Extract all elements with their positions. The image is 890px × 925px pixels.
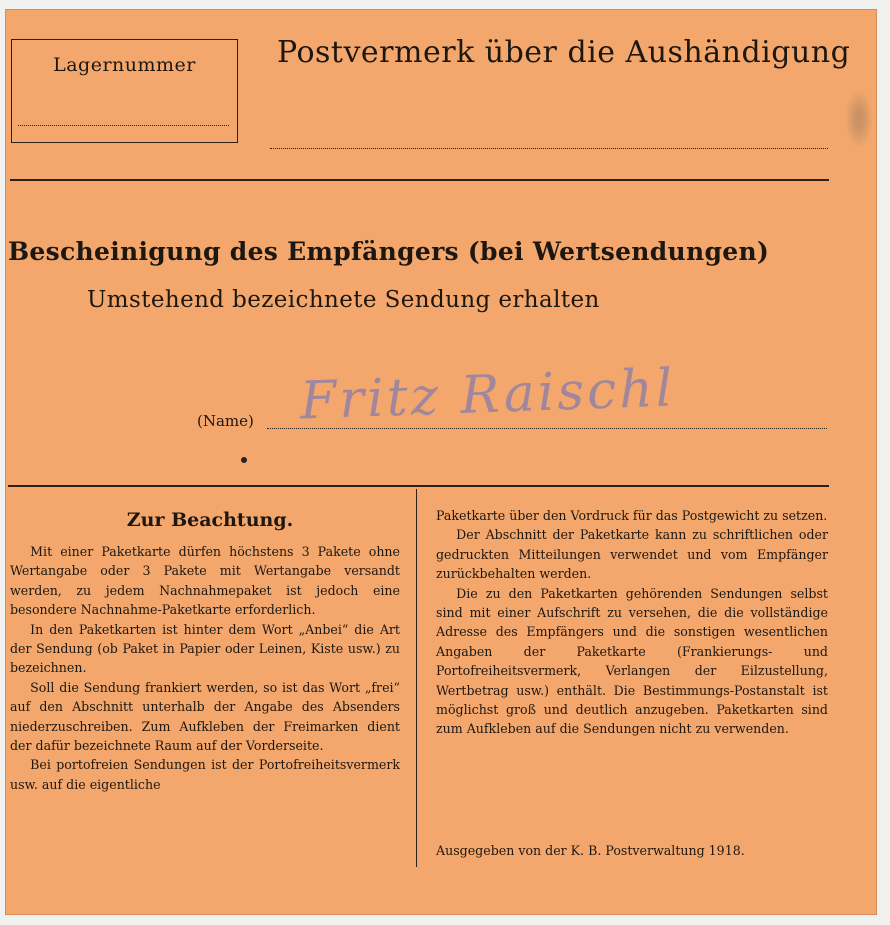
beachtung-heading: Zur Beachtung. xyxy=(126,509,294,531)
postvermerk-line xyxy=(270,148,828,149)
bescheinigung-title: Bescheinigung des Empfängers (bei Wertsendungen) xyxy=(8,237,770,266)
instructions-left-column xyxy=(10,542,400,794)
instruction-paragraph: Soll die Sendung frankiert werden, so ist das Wort „frei“ auf den Abschnitt unterhalb der Angabe des Absenders niederzuschreiben. Zum Aufkleben der Freimarken dient der dafür bezeichnete Raum auf der Vorderseite. xyxy=(10,679,400,754)
lagernummer-line xyxy=(18,125,229,126)
handwritten-signature: Fritz Raischl xyxy=(299,358,677,432)
instruction-paragraph: In den Paketkarten ist hinter dem Wort „Anbei“ die Art der Sendung (ob Paket in Papier oder Leinen, Kiste usw.) zu bezeichnen. xyxy=(10,621,400,676)
lagernummer-box xyxy=(11,39,238,143)
instruction-paragraph: Die zu den Paketkarten gehörenden Sendungen selbst sind mit einer Aufschrift zu versehen, die die vollständige Adresse des Empfängers und die sonstigen wesentlichen Angaben der Paketkarte (Frankierungs- und Portofreiheitsvermerk, Verlangen der Eilzustellung, Wertbetrag usw.) enthält. Die Bestimmungs-Postanstalt ist möglichst groß und deutlich anzugeben. Paketkarten sind zum Aufkleben auf die Sendungen nicht zu verwenden. xyxy=(436,585,828,737)
postvermerk-title: Postvermerk über die Aushändigung xyxy=(277,35,851,70)
instruction-paragraph: Der Abschnitt der Paketkarte kann zu schriftlichen oder gedruckten Mitteilungen verwendet und vom Empfänger zurückbehalten werden. xyxy=(436,527,828,582)
column-divider xyxy=(416,489,417,867)
instruction-paragraph: Bei portofreien Sendungen ist der Portofreiheitsvermerk usw. auf die eigentliche xyxy=(10,757,400,792)
instruction-paragraph: Paketkarte über den Vordruck für das Postgewicht zu setzen. xyxy=(436,508,828,523)
divider-middle xyxy=(8,485,829,487)
divider-top xyxy=(10,179,829,181)
instruction-paragraph: Mit einer Paketkarte dürfen höchstens 3 Pakete ohne Wertangabe oder 3 Pakete mit Wertangabe versandt werden, zu jedem Nachnahmepaket ist jedoch eine besondere Nachnahme-Paketkarte erforderlich. xyxy=(10,544,400,618)
lagernummer-label: Lagernummer xyxy=(53,54,196,76)
issuer-footer: Ausgegeben von der K. B. Postverwaltung 1918. xyxy=(436,843,745,858)
parcel-card xyxy=(5,9,877,915)
name-label: (Name) xyxy=(197,412,254,430)
stamp-remnant xyxy=(845,89,873,149)
bescheinigung-subtitle: Umstehend bezeichnete Sendung erhalten xyxy=(87,287,600,313)
instructions-right-column xyxy=(436,506,828,739)
ink-dot xyxy=(241,457,247,463)
